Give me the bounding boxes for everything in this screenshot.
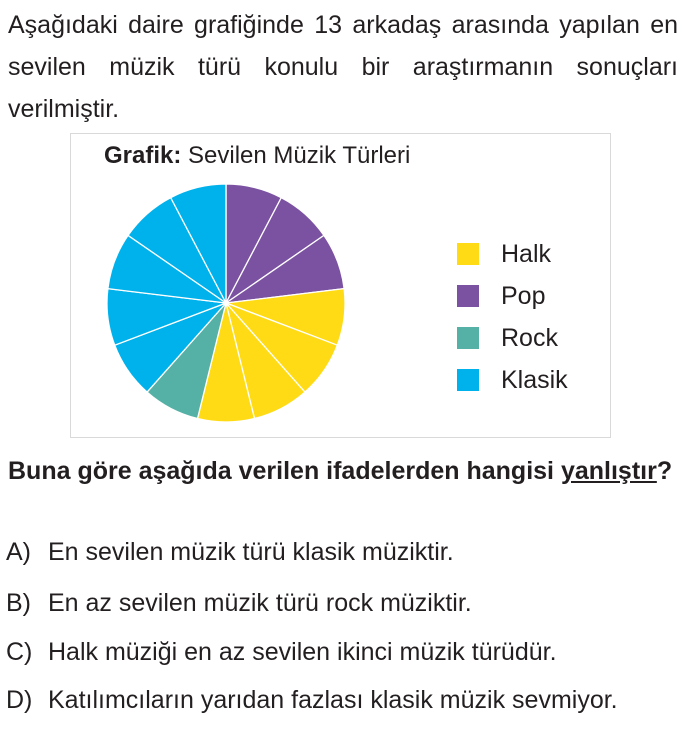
- option-d-text: Katılımcıların yarıdan fazlası klasik müzik sevmiyor.: [48, 686, 618, 714]
- pie-chart: [104, 181, 348, 425]
- option-a-letter: A): [6, 538, 31, 566]
- legend-label-klasik: Klasik: [501, 365, 568, 394]
- option-b[interactable]: [6, 589, 472, 618]
- option-c-text: Halk müziği en az sevilen ikinci müzik türüdür.: [48, 638, 557, 666]
- chart-box: [70, 133, 611, 438]
- option-b-text: En az sevilen müzik türü rock müziktir.: [48, 589, 472, 617]
- option-d-letter: D): [6, 686, 33, 714]
- legend-swatch-halk: [457, 243, 479, 265]
- option-b-letter: B): [6, 589, 31, 617]
- legend-label-pop: Pop: [501, 281, 546, 310]
- legend-swatch-pop: [457, 285, 479, 307]
- question-end: ?: [656, 457, 673, 485]
- legend-label-halk: Halk: [501, 239, 552, 268]
- question-text: [8, 450, 678, 492]
- option-c[interactable]: [6, 638, 557, 667]
- option-a-text: En sevilen müzik türü klasik müziktir.: [48, 538, 454, 566]
- legend-swatch-rock: [457, 327, 479, 349]
- chart-title-text: Sevilen Müzik Türleri: [181, 142, 411, 169]
- chart-legend: [457, 233, 568, 401]
- legend-item-rock: [457, 317, 568, 359]
- option-d[interactable]: [6, 686, 618, 715]
- legend-swatch-klasik: [457, 369, 479, 391]
- intro-text: Aşağıdaki daire grafiğinde 13 arkadaş arasında yapılan en sevilen müzik türü konulu bir araştırmanın sonuçları verilmiştir.: [8, 11, 678, 123]
- question-underlined: yanlıştır: [560, 457, 657, 485]
- legend-item-klasik: [457, 359, 568, 401]
- option-a[interactable]: [6, 538, 454, 567]
- legend-label-rock: Rock: [501, 323, 558, 352]
- option-c-letter: C): [6, 638, 33, 666]
- chart-title: [104, 142, 410, 170]
- chart-title-prefix: Grafik:: [104, 142, 182, 169]
- question-main: Buna göre aşağıda verilen ifadelerden hangisi: [8, 457, 561, 485]
- legend-item-halk: [457, 233, 568, 275]
- legend-item-pop: [457, 275, 568, 317]
